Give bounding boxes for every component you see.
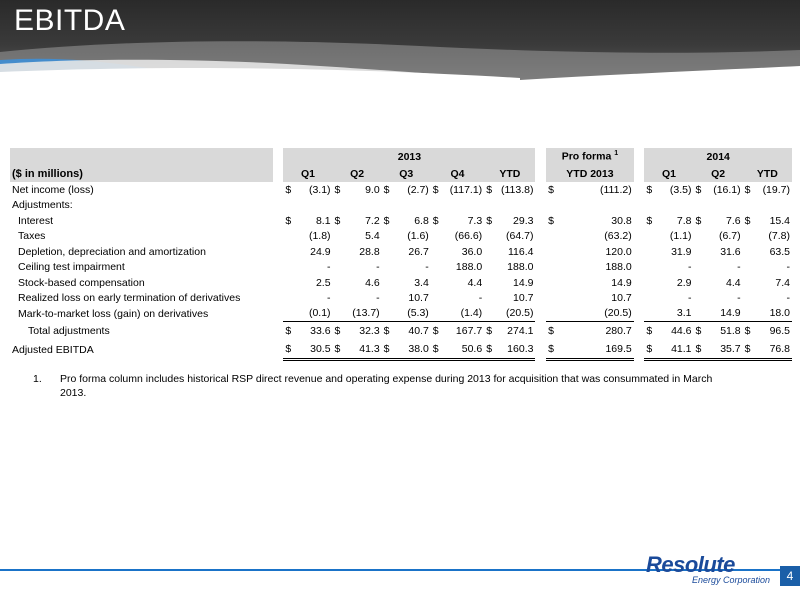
table-row	[10, 306, 792, 322]
cell-value: (66.6)	[454, 230, 483, 243]
col-2013-q4: Q4	[431, 165, 484, 182]
header-units: ($ in millions)	[10, 165, 273, 182]
table-row	[10, 229, 792, 244]
cell-value: (64.7)	[506, 230, 534, 243]
cell-value: 33.6	[310, 325, 331, 338]
cell-value: 15.4	[769, 215, 790, 228]
cell-value: 7.2	[365, 215, 380, 228]
cell-value	[343, 197, 381, 213]
cell-value: 9.0	[365, 183, 380, 196]
cell-value: (63.2)	[604, 230, 632, 243]
header-blank	[10, 148, 273, 165]
cell-value: 7.6	[726, 215, 741, 228]
cell-value: 188.0	[455, 261, 483, 274]
dollar-sign: $	[546, 341, 557, 360]
dollar-sign: $	[646, 325, 653, 338]
dollar-sign: $	[744, 183, 751, 196]
cell-value: 36.0	[461, 245, 483, 258]
cell-value: 14.9	[704, 306, 742, 322]
cell-value: 50.6	[441, 341, 484, 360]
dollar-sign: $	[383, 215, 390, 228]
cell-value: 3.4	[414, 276, 429, 289]
cell-value: -	[478, 292, 483, 305]
cell-value: 35.7	[704, 341, 742, 360]
row-label: Mark-to-market loss (gain) on derivatives	[18, 307, 209, 320]
row-label: Total adjustments	[28, 325, 110, 338]
cell-value: (3.1)	[308, 183, 331, 196]
cell-value	[294, 197, 332, 213]
cell-value	[495, 197, 536, 213]
cell-value: 51.8	[720, 325, 741, 338]
logo-subtitle: Energy Corporation	[692, 575, 771, 585]
cell-value: 31.6	[720, 245, 741, 258]
cell-value: -	[786, 292, 790, 305]
dollar-sign: $	[486, 183, 493, 196]
cell-value: -	[376, 292, 380, 305]
cell-value: 167.7	[455, 325, 483, 338]
logo-brand: Resolute	[646, 552, 735, 577]
cell-value: (19.7)	[762, 183, 790, 196]
ebitda-table	[10, 148, 792, 361]
cell-value: -	[737, 292, 741, 305]
cell-value: 10.7	[408, 292, 429, 305]
header-year-2014: 2014	[644, 148, 792, 165]
dollar-sign: $	[744, 325, 751, 338]
dollar-sign: $	[285, 183, 292, 196]
cell-value: 6.8	[414, 215, 429, 228]
cell-value: 38.0	[392, 341, 430, 360]
cell-value: (20.5)	[557, 306, 634, 322]
cell-value	[441, 197, 484, 213]
cell-value: 10.7	[513, 292, 534, 305]
cell-value: -	[327, 261, 331, 274]
cell-value: (7.8)	[768, 230, 790, 243]
cell-value: (5.3)	[392, 306, 430, 322]
cell-value: 26.7	[408, 245, 429, 258]
cell-value: 18.0	[753, 306, 792, 322]
cell-value: -	[688, 261, 692, 274]
footnote-text: Pro forma column includes historical RSP direct revenue and operating expense during 2013 for acquisition that was consummated in March 2013.	[60, 373, 713, 399]
dollar-sign: $	[646, 183, 653, 196]
dollar-sign: $	[548, 183, 554, 196]
cell-value: 7.4	[775, 276, 790, 289]
cell-value: 30.5	[294, 341, 332, 360]
page-number: 4	[780, 566, 800, 586]
cell-value	[392, 197, 430, 213]
row-label: Depletion, depreciation and amortization	[18, 245, 206, 258]
cell-value: 31.9	[671, 245, 692, 258]
row-label: Adjustments:	[12, 199, 73, 212]
cell-value	[704, 197, 742, 213]
cell-value: 160.3	[495, 341, 536, 360]
table-row	[10, 213, 792, 228]
dollar-sign: $	[646, 215, 653, 228]
dollar-sign: $	[548, 215, 554, 228]
cell-value: 63.5	[769, 245, 790, 258]
footnote-number: 1.	[33, 373, 42, 385]
cell-value: 4.6	[365, 276, 380, 289]
cell-value: 274.1	[507, 325, 534, 338]
table-row	[10, 197, 792, 213]
cell-value: -	[786, 261, 790, 274]
cell-value: -	[376, 261, 380, 274]
cell-value: -	[688, 292, 692, 305]
cell-value	[655, 197, 693, 213]
cell-value: 14.9	[513, 276, 534, 289]
cell-value: 120.0	[605, 245, 632, 258]
cell-value: 280.7	[605, 325, 632, 338]
cell-value: (1.6)	[407, 230, 429, 243]
dollar-sign: $	[695, 183, 702, 196]
cell-value: 32.3	[359, 325, 380, 338]
cell-value: 28.8	[359, 245, 380, 258]
cell-value: 2.5	[315, 276, 331, 289]
cell-value: (111.2)	[600, 183, 632, 196]
dollar-sign: $	[334, 183, 341, 196]
table-row	[10, 341, 792, 360]
cell-value: 96.5	[769, 325, 790, 338]
col-2013-q1: Q1	[283, 165, 332, 182]
cell-value: 44.6	[671, 325, 692, 338]
cell-value: -	[425, 261, 429, 274]
cell-value: 188.0	[507, 261, 534, 274]
col-proforma-ytd-2013: YTD 2013	[546, 165, 634, 182]
row-label: Interest	[18, 215, 54, 228]
cell-value: 2.9	[676, 276, 692, 289]
row-label: Taxes	[18, 230, 46, 243]
dollar-sign: $	[432, 183, 439, 196]
cell-value: 10.7	[611, 292, 632, 305]
cell-value: -	[327, 292, 331, 305]
cell-value: (3.5)	[669, 183, 692, 196]
dollar-sign: $	[333, 341, 344, 360]
cell-value	[557, 197, 634, 213]
table-row	[10, 290, 792, 305]
dollar-sign: $	[695, 325, 702, 338]
cell-value: 4.4	[726, 276, 741, 289]
dollar-sign: $	[486, 325, 493, 338]
cell-value: 3.1	[655, 306, 693, 322]
cell-value: (1.8)	[308, 230, 331, 243]
cell-value: (16.1)	[713, 183, 741, 196]
cell-value: 7.3	[467, 215, 483, 228]
cell-value: 116.4	[507, 245, 534, 258]
cell-value: 5.4	[365, 230, 380, 243]
col-2014-ytd: YTD	[743, 165, 792, 182]
header-pro-forma: Pro forma $^1$	[546, 148, 634, 165]
col-2013-q2: Q2	[333, 165, 382, 182]
dollar-sign: $	[695, 215, 702, 228]
dollar-sign: $	[743, 341, 754, 360]
row-label: Ceiling test impairment	[18, 261, 125, 274]
cell-value: (6.7)	[719, 230, 741, 243]
cell-value: 30.8	[611, 215, 632, 228]
dollar-sign: $	[744, 215, 751, 228]
dollar-sign: $	[486, 215, 493, 228]
table-row	[10, 244, 792, 259]
table-row	[10, 322, 792, 341]
dollar-sign: $	[644, 341, 655, 360]
row-label: Net income (loss)	[12, 183, 94, 196]
cell-value: (13.7)	[343, 306, 381, 322]
header-row-years	[10, 148, 792, 165]
cell-value: 41.3	[343, 341, 381, 360]
company-logo	[640, 552, 780, 586]
cell-value: 169.5	[557, 341, 634, 360]
cell-value: (113.8)	[500, 183, 534, 196]
table-row	[10, 260, 792, 275]
row-label: Adjusted EBITDA	[12, 344, 94, 357]
table-row	[10, 182, 792, 197]
cell-value: 14.9	[611, 276, 632, 289]
row-label: Realized loss on early termination of derivatives	[18, 292, 241, 305]
dollar-sign: $	[383, 183, 390, 196]
cell-value: (117.1)	[449, 183, 483, 196]
cell-value: 4.4	[467, 276, 483, 289]
dollar-sign: $	[283, 341, 294, 360]
cell-value	[753, 197, 792, 213]
dollar-sign: $	[484, 341, 495, 360]
pro-forma-superscript: 1	[614, 150, 619, 158]
dollar-sign: $	[431, 341, 442, 360]
dollar-sign: $	[694, 341, 705, 360]
dollar-sign: $	[432, 215, 439, 228]
ebitda-table-container	[10, 148, 792, 361]
cell-value: 24.9	[310, 245, 331, 258]
cell-value: 7.8	[676, 215, 692, 228]
cell-value: 188.0	[605, 261, 632, 274]
cell-value: 76.8	[753, 341, 792, 360]
cell-value: (0.1)	[294, 306, 332, 322]
col-2013-q3: Q3	[382, 165, 431, 182]
dollar-sign: $	[432, 325, 439, 338]
col-2014-q2: Q2	[694, 165, 743, 182]
col-2014-q1: Q1	[644, 165, 693, 182]
dollar-sign: $	[285, 215, 292, 228]
footnote	[33, 372, 733, 400]
header-year-2013: 2013	[283, 148, 535, 165]
cell-value: -	[737, 261, 741, 274]
dollar-sign: $	[548, 325, 554, 338]
title-banner	[0, 0, 800, 80]
cell-value: 40.7	[408, 325, 429, 338]
dollar-sign: $	[334, 325, 341, 338]
page-title: EBITDA	[14, 4, 126, 37]
cell-value: 41.1	[655, 341, 693, 360]
cell-value: 8.1	[315, 215, 331, 228]
cell-value: (1.1)	[669, 230, 692, 243]
cell-value: (1.4)	[441, 306, 484, 322]
table-row	[10, 275, 792, 290]
dollar-sign: $	[382, 341, 393, 360]
cell-value: (20.5)	[495, 306, 536, 322]
dollar-sign: $	[383, 325, 390, 338]
header-row-columns	[10, 165, 792, 182]
dollar-sign: $	[285, 325, 292, 338]
row-label: Stock-based compensation	[18, 276, 145, 289]
dollar-sign: $	[334, 215, 341, 228]
cell-value: 29.3	[513, 215, 534, 228]
col-2013-ytd: YTD	[484, 165, 535, 182]
cell-value: (2.7)	[407, 183, 429, 196]
